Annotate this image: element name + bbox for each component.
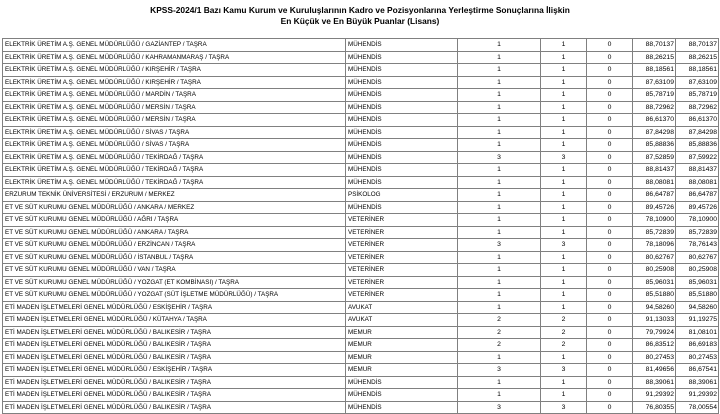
- position-cell: VETERİNER: [346, 239, 458, 252]
- vacant-cell: 0: [587, 226, 633, 239]
- max-score-cell: 78,00554: [676, 401, 719, 414]
- quota-cell: 1: [458, 301, 541, 314]
- vacant-cell: 0: [587, 364, 633, 377]
- min-score-cell: 86,64787: [633, 189, 676, 202]
- position-cell: VETERİNER: [346, 226, 458, 239]
- quota-cell: 1: [458, 376, 541, 389]
- institution-cell: ETİ MADEN İŞLETMELERİ GENEL MÜDÜRLÜĞÜ / BALIKESİR / TAŞRA: [3, 376, 346, 389]
- quota-cell: 1: [458, 289, 541, 302]
- table-row: [3, 164, 719, 177]
- table-row: [3, 189, 719, 202]
- vacant-cell: 0: [587, 251, 633, 264]
- table-row: [3, 101, 719, 114]
- position-cell: MÜHENDİS: [346, 126, 458, 139]
- placed-cell: 1: [541, 201, 587, 214]
- institution-cell: ELEKTRİK ÜRETİM A.Ş. GENEL MÜDÜRLÜĞÜ / MERSİN / TAŞRA: [3, 101, 346, 114]
- table-row: [3, 276, 719, 289]
- max-score-cell: 88,81437: [676, 164, 719, 177]
- min-score-cell: 80,62767: [633, 251, 676, 264]
- min-score-cell: 85,51880: [633, 289, 676, 302]
- quota-cell: 3: [458, 239, 541, 252]
- placed-cell: 1: [541, 389, 587, 402]
- placed-cell: 1: [541, 376, 587, 389]
- max-score-cell: 86,69183: [676, 339, 719, 352]
- min-score-cell: 78,18096: [633, 239, 676, 252]
- min-score-cell: 87,63109: [633, 76, 676, 89]
- position-cell: MÜHENDİS: [346, 401, 458, 414]
- position-cell: MÜHENDİS: [346, 164, 458, 177]
- vacant-cell: 0: [587, 401, 633, 414]
- quota-cell: 1: [458, 176, 541, 189]
- title-line-2: En Küçük ve En Büyük Puanlar (Lisans): [280, 16, 440, 26]
- vacant-cell: 0: [587, 376, 633, 389]
- vacant-cell: 0: [587, 64, 633, 77]
- quota-cell: 1: [458, 201, 541, 214]
- institution-cell: ELEKTRİK ÜRETİM A.Ş. GENEL MÜDÜRLÜĞÜ / SİVAS / TAŞRA: [3, 126, 346, 139]
- vacant-cell: 0: [587, 76, 633, 89]
- placed-cell: 1: [541, 301, 587, 314]
- quota-cell: 2: [458, 339, 541, 352]
- vacant-cell: 0: [587, 289, 633, 302]
- table-row: [3, 114, 719, 127]
- quota-cell: 1: [458, 164, 541, 177]
- institution-cell: ERZURUM TEKNİK ÜNİVERSİTESİ / ERZURUM / MERKEZ: [3, 189, 346, 202]
- table-row: [3, 301, 719, 314]
- position-cell: MEMUR: [346, 339, 458, 352]
- placed-cell: 2: [541, 339, 587, 352]
- vacant-cell: 0: [587, 389, 633, 402]
- institution-cell: ELEKTRİK ÜRETİM A.Ş. GENEL MÜDÜRLÜĞÜ / TEKİRDAĞ / TAŞRA: [3, 151, 346, 164]
- table-row: [3, 39, 719, 52]
- institution-cell: ET VE SÜT KURUMU GENEL MÜDÜRLÜĞÜ / VAN / TAŞRA: [3, 264, 346, 277]
- position-cell: MÜHENDİS: [346, 389, 458, 402]
- table-row: [3, 351, 719, 364]
- position-cell: MEMUR: [346, 364, 458, 377]
- max-score-cell: 88,18561: [676, 64, 719, 77]
- title-line-1: KPSS-2024/1 Bazı Kamu Kurum ve Kuruluşlarının Kadro ve Pozisyonlarına Yerleştirme Sonuçlarına İlişkin: [150, 5, 570, 15]
- table-row: [3, 339, 719, 352]
- vacant-cell: 0: [587, 51, 633, 64]
- placed-cell: 1: [541, 64, 587, 77]
- institution-cell: ETİ MADEN İŞLETMELERİ GENEL MÜDÜRLÜĞÜ / KÜTAHYA / TAŞRA: [3, 314, 346, 327]
- institution-cell: ET VE SÜT KURUMU GENEL MÜDÜRLÜĞÜ / YOZGAT (SÜT İŞLETME MÜDÜRLÜĞÜ) / TAŞRA: [3, 289, 346, 302]
- max-score-cell: 85,72839: [676, 226, 719, 239]
- position-cell: VETERİNER: [346, 276, 458, 289]
- placed-cell: 1: [541, 176, 587, 189]
- placed-cell: 1: [541, 89, 587, 102]
- table-row: [3, 214, 719, 227]
- position-cell: MÜHENDİS: [346, 139, 458, 152]
- min-score-cell: 88,72962: [633, 101, 676, 114]
- max-score-cell: 88,39061: [676, 376, 719, 389]
- min-score-cell: 79,79924: [633, 326, 676, 339]
- position-cell: MEMUR: [346, 326, 458, 339]
- table-row: [3, 151, 719, 164]
- table-row: [3, 64, 719, 77]
- placed-cell: 2: [541, 326, 587, 339]
- placed-cell: 1: [541, 189, 587, 202]
- position-cell: VETERİNER: [346, 214, 458, 227]
- position-cell: AVUKAT: [346, 314, 458, 327]
- table-row: [3, 326, 719, 339]
- max-score-cell: 88,26215: [676, 51, 719, 64]
- institution-cell: ELEKTRİK ÜRETİM A.Ş. GENEL MÜDÜRLÜĞÜ / TEKİRDAĞ / TAŞRA: [3, 164, 346, 177]
- max-score-cell: 81,08101: [676, 326, 719, 339]
- placed-cell: 1: [541, 226, 587, 239]
- position-cell: MÜHENDİS: [346, 89, 458, 102]
- placed-cell: 1: [541, 76, 587, 89]
- vacant-cell: 0: [587, 314, 633, 327]
- institution-cell: ET VE SÜT KURUMU GENEL MÜDÜRLÜĞÜ / ANKARA / MERKEZ: [3, 201, 346, 214]
- table-body: [3, 39, 719, 414]
- position-cell: MÜHENDİS: [346, 39, 458, 52]
- max-score-cell: 85,51880: [676, 289, 719, 302]
- table-row: [3, 364, 719, 377]
- min-score-cell: 81,49656: [633, 364, 676, 377]
- table-row: [3, 139, 719, 152]
- position-cell: VETERİNER: [346, 264, 458, 277]
- placed-cell: 1: [541, 276, 587, 289]
- vacant-cell: 0: [587, 189, 633, 202]
- placed-cell: 1: [541, 139, 587, 152]
- min-score-cell: 88,26215: [633, 51, 676, 64]
- position-cell: MÜHENDİS: [346, 376, 458, 389]
- quota-cell: 1: [458, 189, 541, 202]
- placed-cell: 1: [541, 39, 587, 52]
- placed-cell: 1: [541, 289, 587, 302]
- vacant-cell: 0: [587, 39, 633, 52]
- max-score-cell: 89,45726: [676, 201, 719, 214]
- max-score-cell: 86,67541: [676, 364, 719, 377]
- quota-cell: 1: [458, 214, 541, 227]
- quota-cell: 1: [458, 39, 541, 52]
- min-score-cell: 88,08081: [633, 176, 676, 189]
- vacant-cell: 0: [587, 264, 633, 277]
- min-score-cell: 85,72839: [633, 226, 676, 239]
- quota-cell: 2: [458, 314, 541, 327]
- vacant-cell: 0: [587, 326, 633, 339]
- min-score-cell: 88,39061: [633, 376, 676, 389]
- table-row: [3, 314, 719, 327]
- placed-cell: 1: [541, 164, 587, 177]
- placed-cell: 1: [541, 351, 587, 364]
- max-score-cell: 91,29392: [676, 389, 719, 402]
- position-cell: MÜHENDİS: [346, 176, 458, 189]
- position-cell: VETERİNER: [346, 251, 458, 264]
- institution-cell: ETİ MADEN İŞLETMELERİ GENEL MÜDÜRLÜĞÜ / BALIKESİR / TAŞRA: [3, 339, 346, 352]
- vacant-cell: 0: [587, 139, 633, 152]
- position-cell: MÜHENDİS: [346, 101, 458, 114]
- table-row: [3, 239, 719, 252]
- position-cell: MÜHENDİS: [346, 64, 458, 77]
- quota-cell: 1: [458, 276, 541, 289]
- placed-cell: 1: [541, 126, 587, 139]
- max-score-cell: 85,96031: [676, 276, 719, 289]
- vacant-cell: 0: [587, 89, 633, 102]
- quota-cell: 1: [458, 101, 541, 114]
- vacant-cell: 0: [587, 114, 633, 127]
- vacant-cell: 0: [587, 339, 633, 352]
- max-score-cell: 87,63109: [676, 76, 719, 89]
- institution-cell: ETİ MADEN İŞLETMELERİ GENEL MÜDÜRLÜĞÜ / BALIKESİR / TAŞRA: [3, 389, 346, 402]
- table-row: [3, 376, 719, 389]
- vacant-cell: 0: [587, 276, 633, 289]
- position-cell: PSİKOLOG: [346, 189, 458, 202]
- position-cell: MEMUR: [346, 351, 458, 364]
- position-cell: MÜHENDİS: [346, 76, 458, 89]
- placed-cell: 2: [541, 314, 587, 327]
- min-score-cell: 76,80355: [633, 401, 676, 414]
- min-score-cell: 85,96031: [633, 276, 676, 289]
- vacant-cell: 0: [587, 301, 633, 314]
- vacant-cell: 0: [587, 164, 633, 177]
- institution-cell: ELEKTRİK ÜRETİM A.Ş. GENEL MÜDÜRLÜĞÜ / TEKİRDAĞ / TAŞRA: [3, 176, 346, 189]
- placed-cell: 3: [541, 364, 587, 377]
- vacant-cell: 0: [587, 101, 633, 114]
- institution-cell: ET VE SÜT KURUMU GENEL MÜDÜRLÜĞÜ / ANKARA / TAŞRA: [3, 226, 346, 239]
- table-row: [3, 289, 719, 302]
- quota-cell: 3: [458, 151, 541, 164]
- position-cell: MÜHENDİS: [346, 201, 458, 214]
- min-score-cell: 85,78719: [633, 89, 676, 102]
- min-score-cell: 94,58260: [633, 301, 676, 314]
- table-row: [3, 226, 719, 239]
- quota-cell: 1: [458, 226, 541, 239]
- position-cell: VETERİNER: [346, 289, 458, 302]
- min-score-cell: 87,84298: [633, 126, 676, 139]
- max-score-cell: 80,27453: [676, 351, 719, 364]
- position-cell: MÜHENDİS: [346, 114, 458, 127]
- min-score-cell: 86,83512: [633, 339, 676, 352]
- institution-cell: ET VE SÜT KURUMU GENEL MÜDÜRLÜĞÜ / YOZGAT (ET KOMBİNASI) / TAŞRA: [3, 276, 346, 289]
- institution-cell: ET VE SÜT KURUMU GENEL MÜDÜRLÜĞÜ / İSTANBUL / TAŞRA: [3, 251, 346, 264]
- quota-cell: 1: [458, 139, 541, 152]
- quota-cell: 1: [458, 389, 541, 402]
- min-score-cell: 78,10900: [633, 214, 676, 227]
- vacant-cell: 0: [587, 176, 633, 189]
- table-row: [3, 176, 719, 189]
- table-row: [3, 401, 719, 414]
- max-score-cell: 86,64787: [676, 189, 719, 202]
- vacant-cell: 0: [587, 239, 633, 252]
- table-row: [3, 76, 719, 89]
- max-score-cell: 80,25908: [676, 264, 719, 277]
- max-score-cell: 78,76143: [676, 239, 719, 252]
- table-row: [3, 201, 719, 214]
- max-score-cell: 87,84298: [676, 126, 719, 139]
- quota-cell: 1: [458, 51, 541, 64]
- quota-cell: 1: [458, 126, 541, 139]
- max-score-cell: 85,88836: [676, 139, 719, 152]
- document-title: [0, 5, 720, 27]
- quota-cell: 1: [458, 264, 541, 277]
- institution-cell: ELEKTRİK ÜRETİM A.Ş. GENEL MÜDÜRLÜĞÜ / KIRŞEHİR / TAŞRA: [3, 76, 346, 89]
- quota-cell: 2: [458, 326, 541, 339]
- table-row: [3, 251, 719, 264]
- max-score-cell: 78,10900: [676, 214, 719, 227]
- institution-cell: ELEKTRİK ÜRETİM A.Ş. GENEL MÜDÜRLÜĞÜ / MARDİN / TAŞRA: [3, 89, 346, 102]
- placed-cell: 1: [541, 114, 587, 127]
- vacant-cell: 0: [587, 351, 633, 364]
- min-score-cell: 85,88836: [633, 139, 676, 152]
- quota-cell: 1: [458, 251, 541, 264]
- quota-cell: 3: [458, 364, 541, 377]
- max-score-cell: 94,58260: [676, 301, 719, 314]
- placed-cell: 3: [541, 151, 587, 164]
- institution-cell: ET VE SÜT KURUMU GENEL MÜDÜRLÜĞÜ / AĞRI / TAŞRA: [3, 214, 346, 227]
- quota-cell: 1: [458, 89, 541, 102]
- max-score-cell: 87,59922: [676, 151, 719, 164]
- table-row: [3, 126, 719, 139]
- vacant-cell: 0: [587, 126, 633, 139]
- institution-cell: ELEKTRİK ÜRETİM A.Ş. GENEL MÜDÜRLÜĞÜ / KAHRAMANMARAŞ / TAŞRA: [3, 51, 346, 64]
- min-score-cell: 87,52859: [633, 151, 676, 164]
- table-row: [3, 264, 719, 277]
- table-row: [3, 389, 719, 402]
- max-score-cell: 80,62767: [676, 251, 719, 264]
- position-cell: MÜHENDİS: [346, 51, 458, 64]
- min-score-cell: 91,29392: [633, 389, 676, 402]
- min-score-cell: 88,81437: [633, 164, 676, 177]
- min-score-cell: 89,45726: [633, 201, 676, 214]
- placed-cell: 3: [541, 239, 587, 252]
- placed-cell: 1: [541, 264, 587, 277]
- max-score-cell: 86,61370: [676, 114, 719, 127]
- quota-cell: 3: [458, 401, 541, 414]
- min-score-cell: 88,18561: [633, 64, 676, 77]
- position-cell: MÜHENDİS: [346, 151, 458, 164]
- institution-cell: ETİ MADEN İŞLETMELERİ GENEL MÜDÜRLÜĞÜ / BALIKESİR / TAŞRA: [3, 401, 346, 414]
- max-score-cell: 88,72962: [676, 101, 719, 114]
- institution-cell: ELEKTRİK ÜRETİM A.Ş. GENEL MÜDÜRLÜĞÜ / SİVAS / TAŞRA: [3, 139, 346, 152]
- institution-cell: ETİ MADEN İŞLETMELERİ GENEL MÜDÜRLÜĞÜ / BALIKESİR / TAŞRA: [3, 326, 346, 339]
- vacant-cell: 0: [587, 201, 633, 214]
- results-table: [2, 38, 719, 414]
- max-score-cell: 91,19275: [676, 314, 719, 327]
- quota-cell: 1: [458, 76, 541, 89]
- institution-cell: ELEKTRİK ÜRETİM A.Ş. GENEL MÜDÜRLÜĞÜ / MERSİN / TAŞRA: [3, 114, 346, 127]
- table-row: [3, 89, 719, 102]
- quota-cell: 1: [458, 351, 541, 364]
- vacant-cell: 0: [587, 214, 633, 227]
- placed-cell: 1: [541, 101, 587, 114]
- institution-cell: ELEKTRİK ÜRETİM A.Ş. GENEL MÜDÜRLÜĞÜ / GAZİANTEP / TAŞRA: [3, 39, 346, 52]
- quota-cell: 1: [458, 64, 541, 77]
- placed-cell: 1: [541, 51, 587, 64]
- min-score-cell: 80,25908: [633, 264, 676, 277]
- institution-cell: ETİ MADEN İŞLETMELERİ GENEL MÜDÜRLÜĞÜ / ESKİŞEHİR / TAŞRA: [3, 364, 346, 377]
- max-score-cell: 88,70137: [676, 39, 719, 52]
- institution-cell: ELEKTRİK ÜRETİM A.Ş. GENEL MÜDÜRLÜĞÜ / KIRŞEHİR / TAŞRA: [3, 64, 346, 77]
- max-score-cell: 85,78719: [676, 89, 719, 102]
- max-score-cell: 88,08081: [676, 176, 719, 189]
- min-score-cell: 88,70137: [633, 39, 676, 52]
- min-score-cell: 91,13033: [633, 314, 676, 327]
- table-row: [3, 51, 719, 64]
- institution-cell: ETİ MADEN İŞLETMELERİ GENEL MÜDÜRLÜĞÜ / BALIKESİR / TAŞRA: [3, 351, 346, 364]
- placed-cell: 1: [541, 214, 587, 227]
- quota-cell: 1: [458, 114, 541, 127]
- min-score-cell: 80,27453: [633, 351, 676, 364]
- institution-cell: ETİ MADEN İŞLETMELERİ GENEL MÜDÜRLÜĞÜ / ESKİŞEHİR / TAŞRA: [3, 301, 346, 314]
- vacant-cell: 0: [587, 151, 633, 164]
- position-cell: AVUKAT: [346, 301, 458, 314]
- placed-cell: 1: [541, 251, 587, 264]
- min-score-cell: 86,61370: [633, 114, 676, 127]
- placed-cell: 3: [541, 401, 587, 414]
- institution-cell: ET VE SÜT KURUMU GENEL MÜDÜRLÜĞÜ / ERZİNCAN / TAŞRA: [3, 239, 346, 252]
